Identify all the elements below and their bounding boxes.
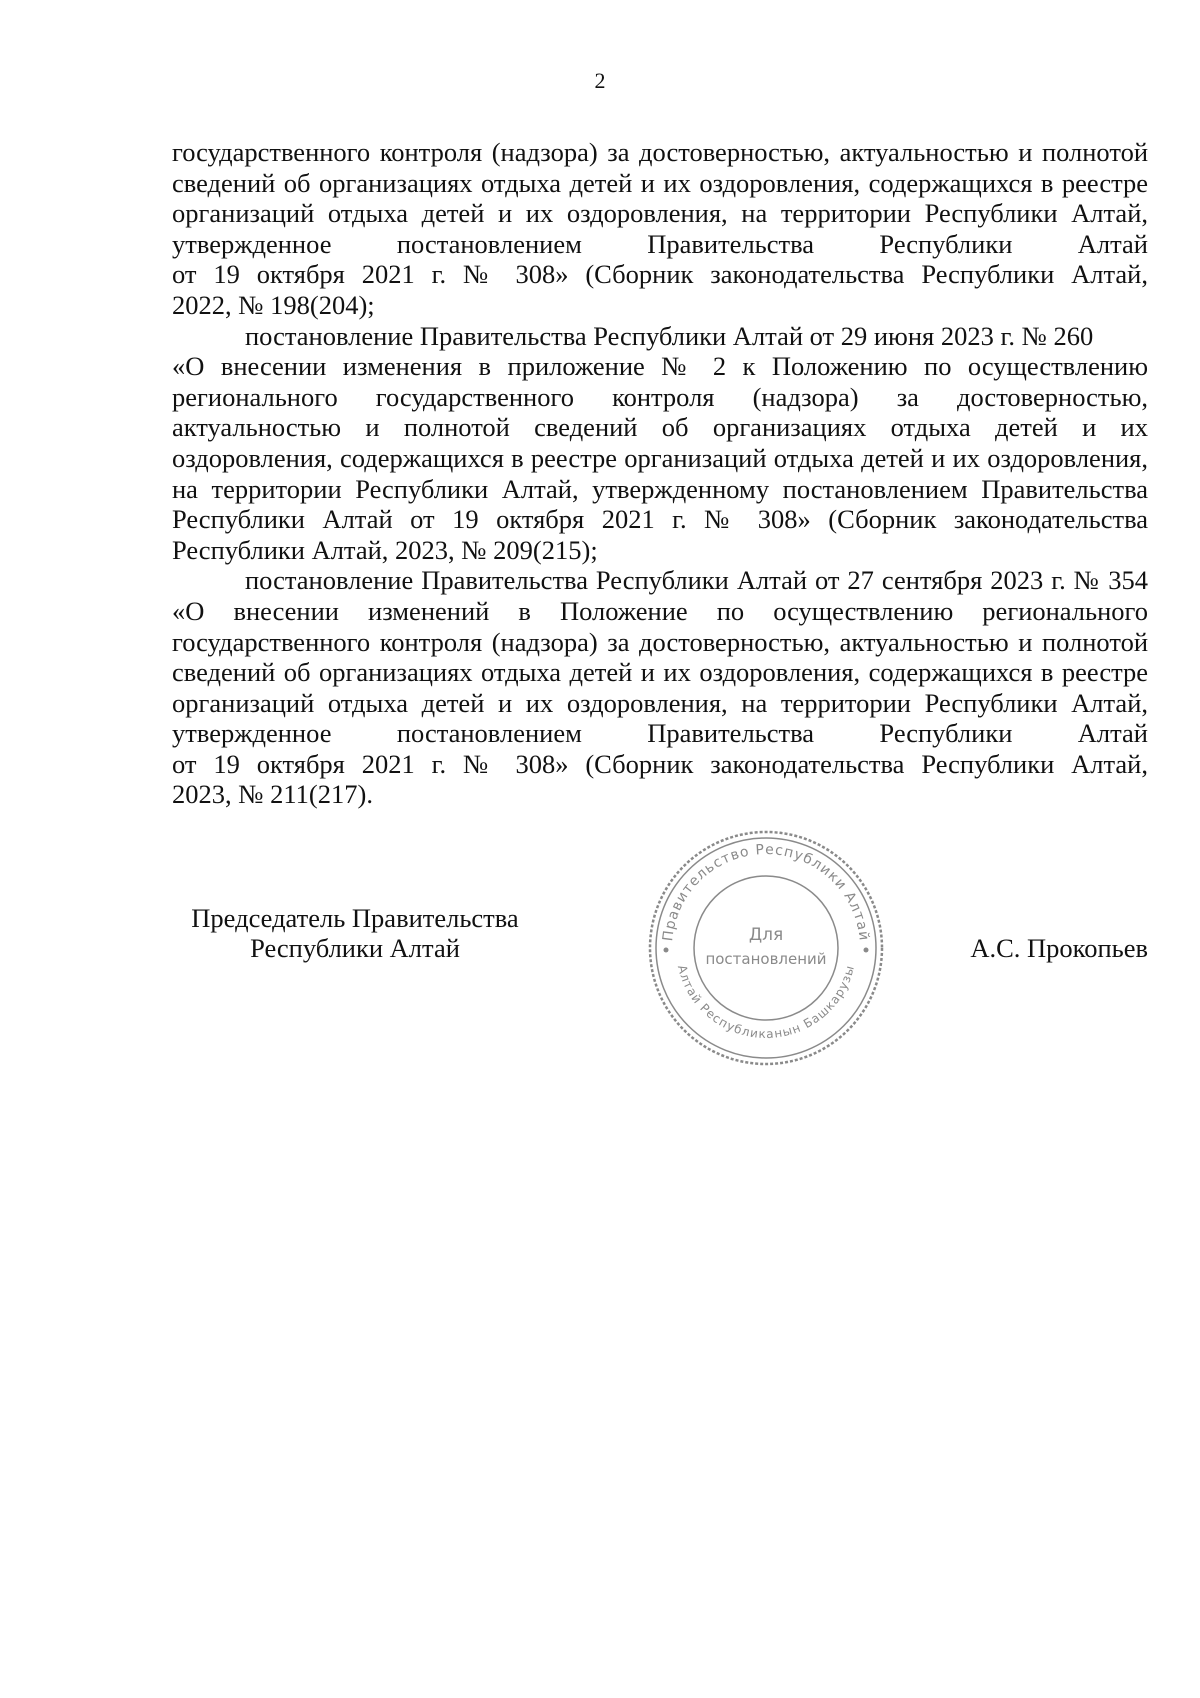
stamp-outer-text-bottom: Алтай Республиканын Башкарузы [674,963,858,1042]
text-line: постановление Правительства Республики Алтай от 29 июня 2023 г. № 260 [245,320,1094,351]
text-line: «О внесении изменения в приложение № 2 к Положению по осуществлению [172,351,1148,382]
text-line: 2022, № 198(204); [172,289,375,320]
text-line: сведений об организациях отдыха детей и их оздоровления, содержащихся в реестре [172,167,1148,198]
stamp-center-line2: постановлений [705,950,827,968]
signatory-name: А.С. Прокопьев [970,933,1148,963]
text-line: постановление Правительства Республики Алтай от 27 сентября 2023 г. № 354 [245,565,1148,596]
text-line: сведений об организациях отдыха детей и их оздоровления, содержащихся в реестре [172,657,1148,688]
signatory-position-line1: Председатель Правительства [191,903,519,933]
official-seal-stamp [646,828,886,1068]
stamp-outer-text-top: Правительство Республики Алтай [660,841,872,943]
text-line: государственного контроля (надзора) за достоверностью, актуальностью и полнотой [172,137,1148,167]
text-line: регионального государственного контроля (надзора) за достоверностью, [172,381,1148,412]
signatory-position [190,903,520,963]
text-line: утвержденное постановлением Правительства Республики Алтай [172,228,1148,259]
text-line: от 19 октября 2021 г. № 308» (Сборник законодательства Республики Алтай, [172,748,1148,779]
text-line: актуальностью и полнотой сведений об организациях отдыха детей и их [172,412,1148,443]
text-line: оздоровления, содержащихся в реестре организаций отдыха детей и их оздоровления, [172,442,1148,473]
text-line: Республики Алтай от 19 октября 2021 г. № 308» (Сборник законодательства [172,504,1148,535]
text-line: организаций отдыха детей и их оздоровления, на территории Республики Алтай, [172,198,1148,229]
text-line: от 19 октября 2021 г. № 308» (Сборник законодательства Республики Алтай, [172,259,1148,290]
text-line: Республики Алтай, 2023, № 209(215); [172,534,598,565]
svg-text:Алтай Республиканын Башкарузы [675,963,857,1041]
text-line: «О внесении изменений в Положение по осуществлению регионального [172,595,1148,626]
text-line: утвержденное постановлением Правительства Республики Алтай [172,718,1148,749]
stamp-center-line1: Для [748,925,784,945]
signatory-position-line2: Республики Алтай [250,933,460,963]
text-line: государственного контроля (надзора) за достоверностью, актуальностью и полнотой [172,626,1148,657]
page-number: 2 [594,68,606,93]
text-line: 2023, № 211(217). [172,779,373,810]
text-line: на территории Республики Алтай, утвержденному постановлением Правительства [172,473,1148,504]
document-body [172,137,1148,810]
text-line: организаций отдыха детей и их оздоровления, на территории Республики Алтай, [172,687,1148,718]
